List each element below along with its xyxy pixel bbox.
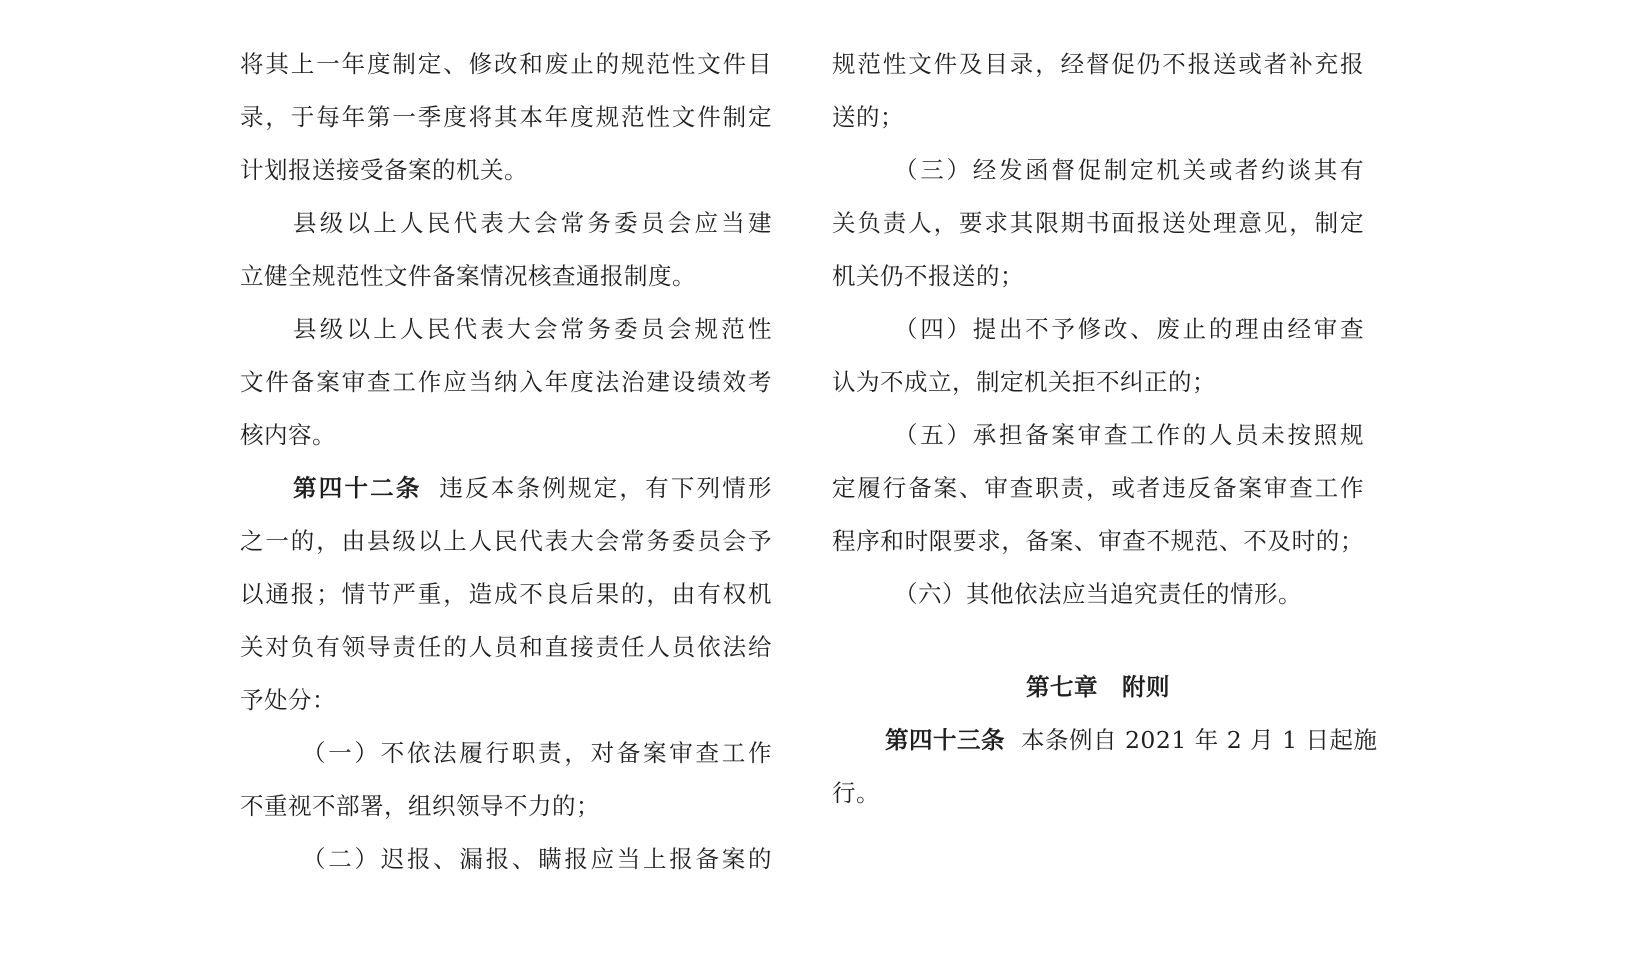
right-column [832, 38, 1378, 820]
text-line: 定履行备案、审查职责，或者违反备案审查工作 [832, 474, 1364, 502]
text-line: 录，于每年第一季度将其本年度规范性文件制定 [240, 103, 772, 131]
text-line: 县级以上人民代表大会常务委员会规范性 [293, 315, 772, 343]
text-line: 关对负有领导责任的人员和直接责任人员依法给 [240, 633, 772, 661]
article-43-heading: 第四十三条 [885, 726, 1005, 754]
text-line: 送的； [832, 103, 904, 131]
text-line: 计划报送接受备案的机关。 [240, 156, 528, 184]
text-line: 文件备案审查工作应当纳入年度法治建设绩效考 [240, 368, 772, 396]
text-line: 程序和时限要求，备案、审查不规范、不及时的； [832, 527, 1364, 555]
left-column [240, 38, 772, 886]
text-line: 将其上一年度制定、修改和废止的规范性文件目 [240, 50, 772, 78]
item-5-line: （五）承担备案审查工作的人员未按照规 [894, 421, 1364, 449]
text-line: 立健全规范性文件备案情况核查通报制度。 [240, 262, 696, 290]
text-line: 机关仍不报送的； [832, 262, 1024, 290]
item-6-line: （六）其他依法应当追究责任的情形。 [894, 580, 1302, 608]
item-1-line: （一）不依法履行职责，对备案审查工作 [302, 739, 772, 767]
text-line: 之一的，由县级以上人民代表大会常务委员会予 [240, 527, 772, 555]
text-line: 县级以上人民代表大会常务委员会应当建 [293, 209, 772, 237]
text-line: 予处分： [240, 686, 336, 714]
article-43-first-line [832, 714, 1378, 767]
item-2-line: （二）迟报、漏报、瞒报应当上报备案的 [302, 845, 772, 873]
text-line: 核内容。 [240, 421, 336, 449]
article-43-text: 本条例自 2021 年 2 月 1 日起施 [1021, 726, 1378, 754]
text-line: 规范性文件及目录，经督促仍不报送或者补充报 [832, 50, 1364, 78]
article-42-heading: 第四十二条 [293, 474, 422, 502]
text-line: 不重视不部署，组织领导不力的； [240, 792, 600, 820]
text-line: 行。 [832, 779, 880, 807]
item-3-line: （三）经发函督促制定机关或者约谈其有 [894, 156, 1364, 184]
text-line: 以通报；情节严重，造成不良后果的，由有权机 [240, 580, 772, 608]
article-42-first-line [240, 462, 772, 515]
article-42-text: 违反本条例规定，有下列情形 [437, 474, 773, 502]
text-line: 关负责人，要求其限期书面报送处理意见，制定 [832, 209, 1364, 237]
item-4-line: （四）提出不予修改、废止的理由经审查 [894, 315, 1364, 343]
chapter-heading: 第七章 附则 [1026, 673, 1170, 701]
text-line: 认为不成立，制定机关拒不纠正的； [832, 368, 1216, 396]
